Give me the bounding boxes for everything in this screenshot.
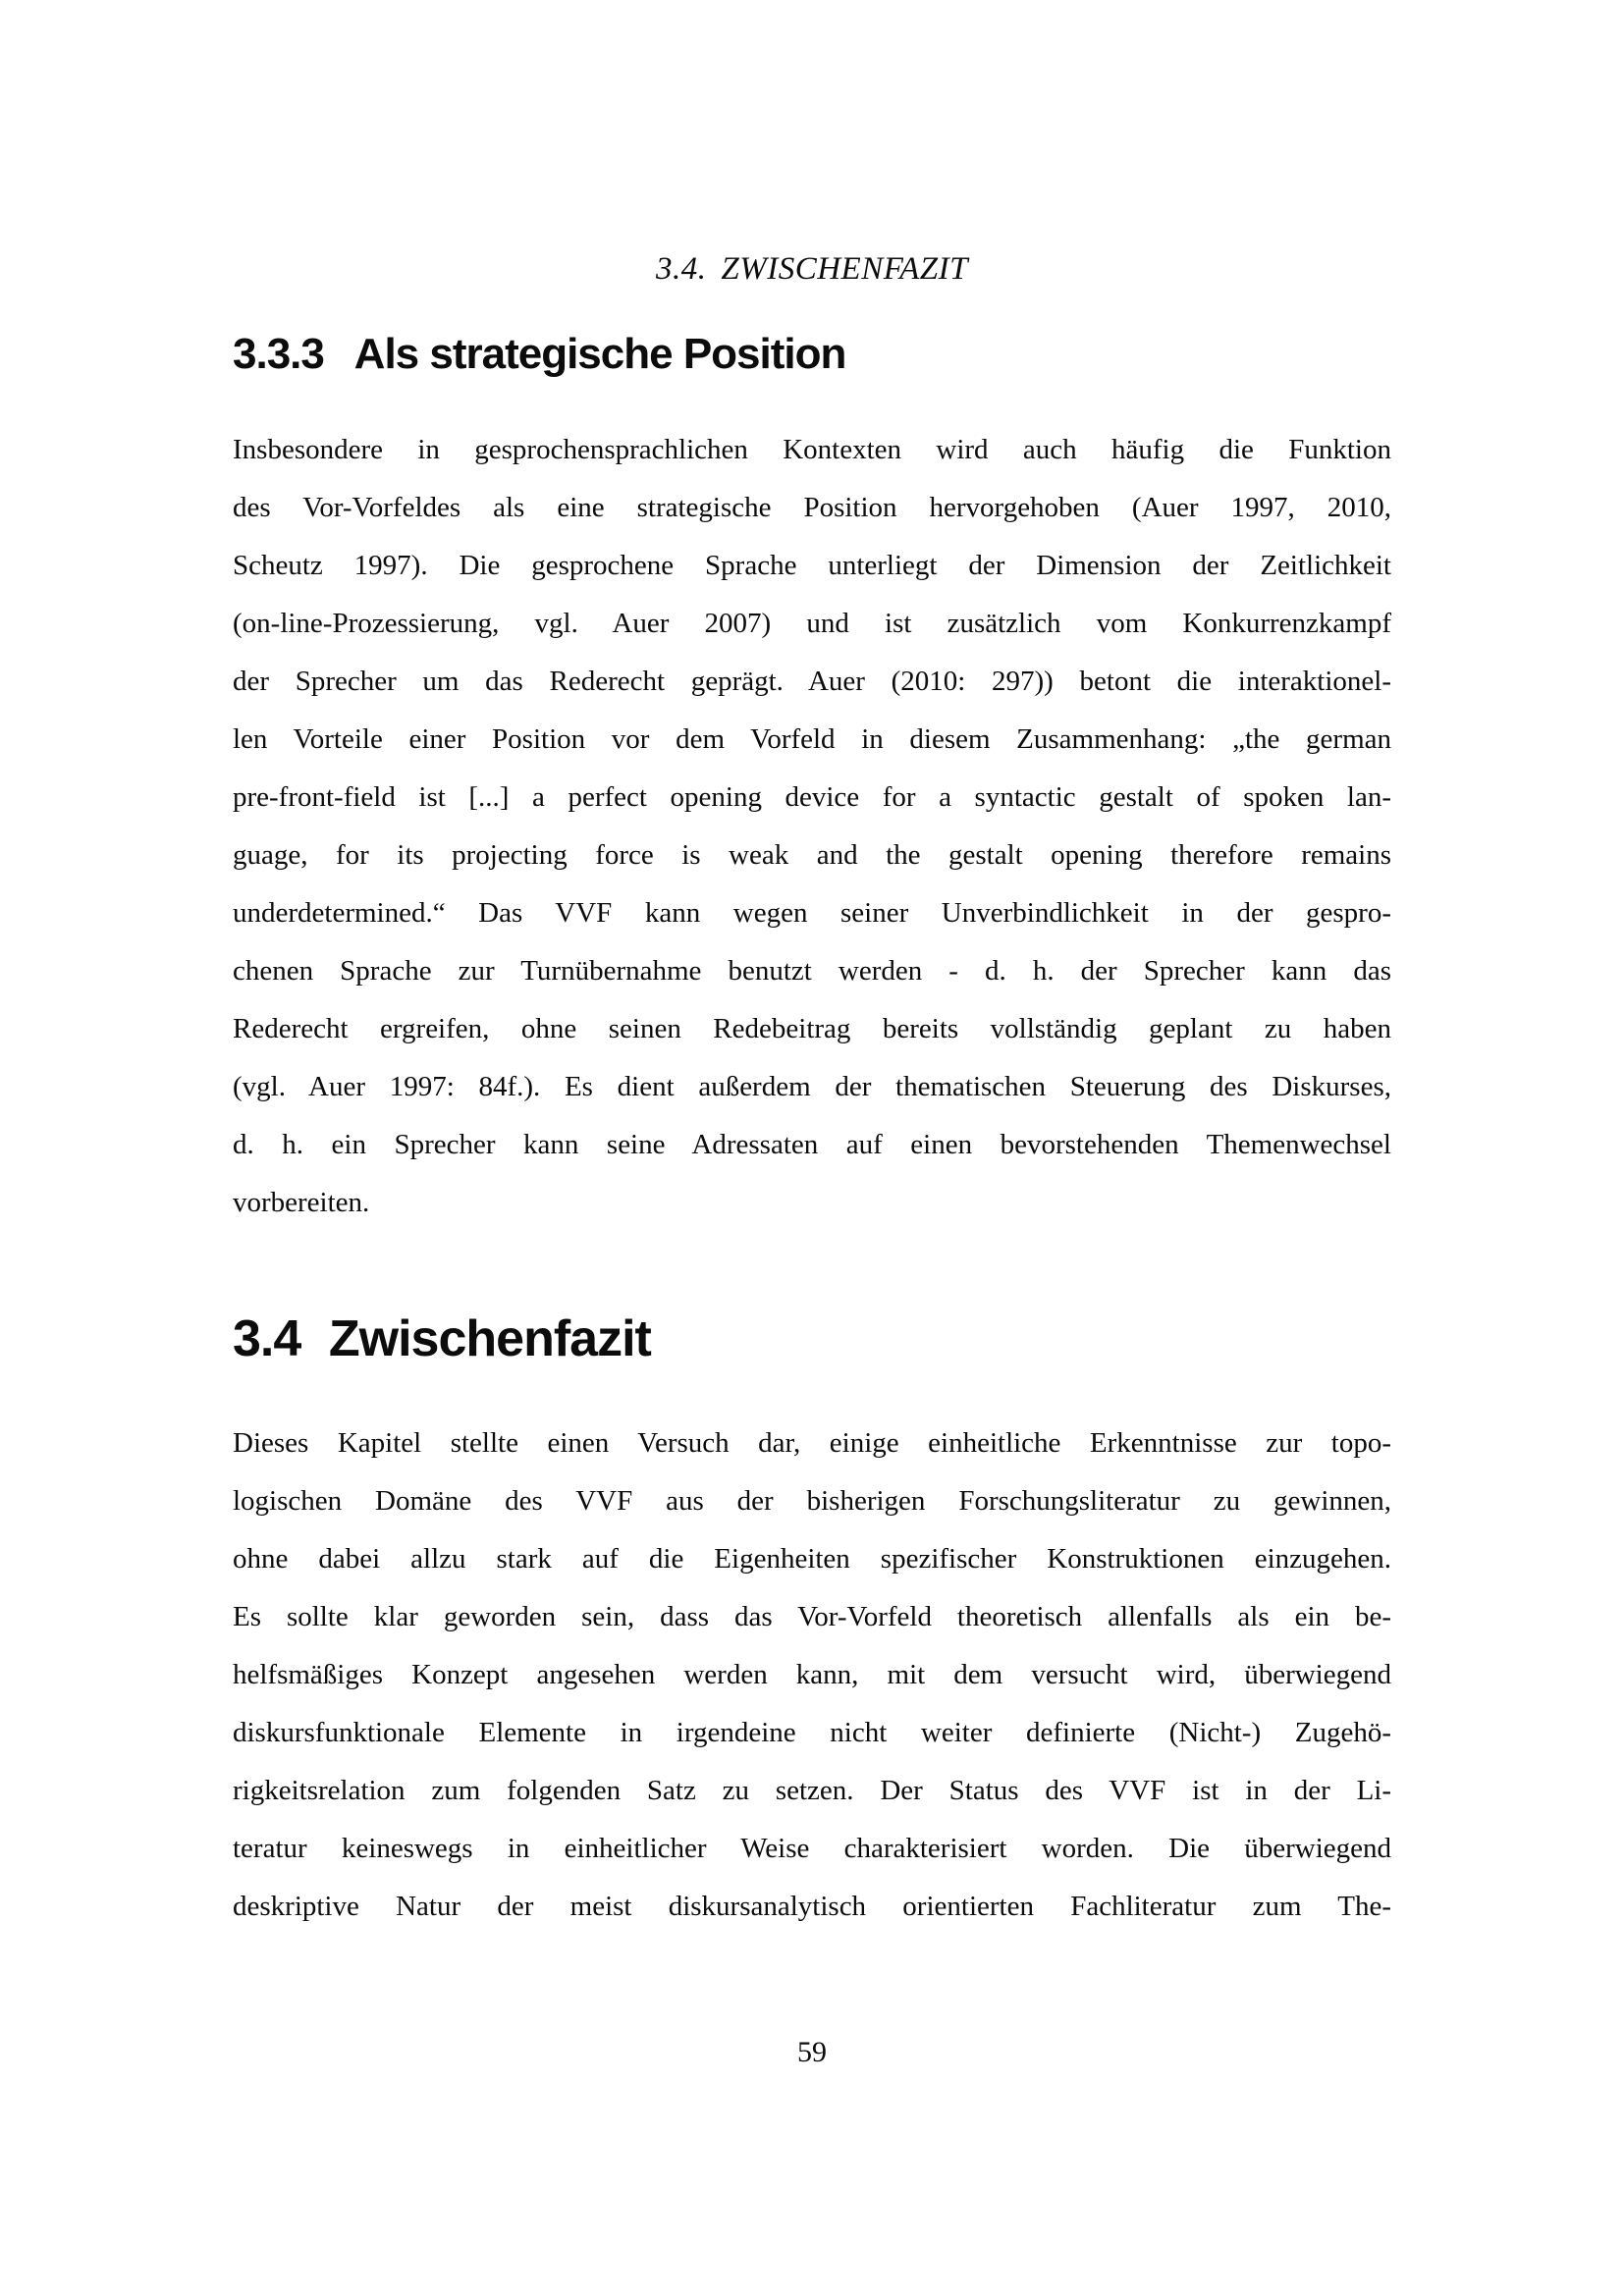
paragraph-1-line: der Sprecher um das Rederecht geprägt. Auer (2010: 297)) betont die interaktionel- xyxy=(233,666,1391,697)
paragraph-2-line: ohne dabei allzu stark auf die Eigenheiten spezifischer Konstruktionen einzugehen. xyxy=(233,1543,1391,1575)
page-number: 59 xyxy=(797,2036,827,2068)
paragraph-1-line: Scheutz 1997). Die gesprochene Sprache unterliegt der Dimension der Zeitlichkeit xyxy=(233,550,1391,581)
paragraph-2-line: helfsmäßiges Konzept angesehen werden kann, mit dem versucht wird, überwiegend xyxy=(233,1659,1391,1690)
running-header xyxy=(0,251,1624,288)
paragraph-2-line: deskriptive Natur der meist diskursanalytisch orientierten Fachliteratur zum The- xyxy=(233,1891,1391,1922)
paragraph-2-line: rigkeitsrelation zum folgenden Satz zu setzen. Der Status des VVF ist in der Li- xyxy=(233,1775,1391,1806)
paragraph-1-line: (vgl. Auer 1997: 84f.). Es dient außerdem der thematischen Steuerung des Diskurses, xyxy=(233,1071,1391,1102)
paragraph-1-line: Insbesondere in gesprochensprachlichen Kontexten wird auch häufig die Funktion xyxy=(233,434,1391,465)
section-number: 3.4 xyxy=(233,1310,301,1367)
paragraph-1-line: guage, for its projecting force is weak and the gestalt opening therefore remains xyxy=(233,839,1391,871)
paragraph-1-line: chenen Sprache zur Turnübernahme benutzt werden - d. h. der Sprecher kann das xyxy=(233,955,1391,987)
running-header-section-title: ZWISCHENFAZIT xyxy=(721,251,968,287)
subsection-heading xyxy=(233,330,845,379)
paragraph-1-line: vorbereiten. xyxy=(233,1187,370,1218)
paragraph-1-line: d. h. ein Sprecher kann seine Adressaten auf einen bevorstehenden Themenwechsel xyxy=(233,1129,1391,1160)
paragraph-1-line: des Vor-Vorfeldes als eine strategische Position hervorgehoben (Auer 1997, 2010, xyxy=(233,492,1391,523)
paragraph-1 xyxy=(233,421,1391,1232)
running-header-section-number: 3.4. xyxy=(656,251,707,287)
paragraph-2-line: Dieses Kapitel stellte einen Versuch dar, einige einheitliche Erkenntnisse zur topo- xyxy=(233,1427,1391,1459)
paragraph-1-line: Rederecht ergreifen, ohne seinen Redebeitrag bereits vollständig geplant zu haben xyxy=(233,1013,1391,1044)
section-title: Zwischenfazit xyxy=(328,1310,651,1367)
paragraph-2-line: teratur keineswegs in einheitlicher Weise charakterisiert worden. Die überwiegend xyxy=(233,1833,1391,1864)
paragraph-1-line: pre-front-field ist [...] a perfect opening device for a syntactic gestalt of spoken lan- xyxy=(233,781,1391,813)
section-heading xyxy=(233,1309,651,1368)
paragraph-1-line: len Vorteile einer Position vor dem Vorfeld in diesem Zusammenhang: „the german xyxy=(233,723,1391,755)
subsection-title: Als strategische Position xyxy=(353,330,846,378)
paragraph-2-line: diskursfunktionale Elemente in irgendeine nicht weiter definierte (Nicht-) Zugehö- xyxy=(233,1717,1391,1748)
paragraph-2-line: logischen Domäne des VVF aus der bisherigen Forschungsliteratur zu gewinnen, xyxy=(233,1485,1391,1517)
paragraph-1-line: underdetermined.“ Das VVF kann wegen seiner Unverbindlichkeit in der gespro- xyxy=(233,897,1391,929)
subsection-number: 3.3.3 xyxy=(233,330,324,378)
paragraph-1-line: (on-line-Prozessierung, vgl. Auer 2007) und ist zusätzlich vom Konkurrenzkampf xyxy=(233,608,1391,639)
paragraph-2 xyxy=(233,1415,1391,1936)
paragraph-2-line: Es sollte klar geworden sein, dass das Vor-Vorfeld theoretisch allenfalls als ein be- xyxy=(233,1601,1391,1632)
